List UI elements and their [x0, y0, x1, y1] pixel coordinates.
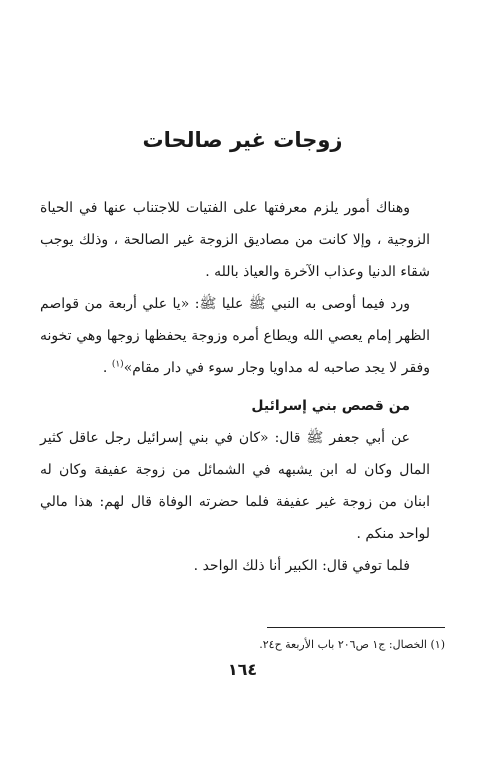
paragraph	[40, 288, 430, 384]
body-text	[40, 192, 430, 582]
paragraph-text: ورد فيما أوصى به النبي ﷺ عليا ﷺ: «يا علي أربعة من قواصم الظهر إمام يعصي الله ويطاع أمره وزوجة يحفظها زوجها وهي تخونه وفقر لا يجد صاحبه له مداويا وجار سوء في دار مقام»	[40, 296, 430, 376]
section-heading: من قصص بني إسرائيل	[251, 398, 410, 414]
footnote-divider	[267, 627, 445, 628]
paragraph: عن أبي جعفر ﷺ قال: «كان في بني إسرائيل رجل عاقل كثير المال وكان له ابن يشبهه في الشمائل من زوجة عفيفة وكان له ابنان من زوجة غير عفيفة فلما حضرته الوفاة قال لهم: هذا مالي لواحد منكم .	[40, 430, 430, 542]
chapter-title: زوجات غير صالحات	[142, 128, 343, 152]
paragraph: فلما توفي قال: الكبير أنا ذلك الواحد .	[193, 558, 410, 574]
paragraph-end: .	[102, 360, 112, 376]
paragraph: وهناك أمور يلزم معرفتها على الفتيات للاجتناب عنها في الحياة الزوجية ، وإلا كانت من مصاديق الزوجة غير الصالحة ، وذلك يوجب شقاء الدنيا وعذاب الآخرة والعياذ بالله .	[40, 200, 430, 280]
page-number: ١٦٤	[227, 660, 258, 679]
footnote: (١) الخصال: ج١ ص٢٠٦ باب الأربعة ح٢٤.	[259, 638, 445, 651]
footnote-ref: (١)	[111, 359, 124, 370]
